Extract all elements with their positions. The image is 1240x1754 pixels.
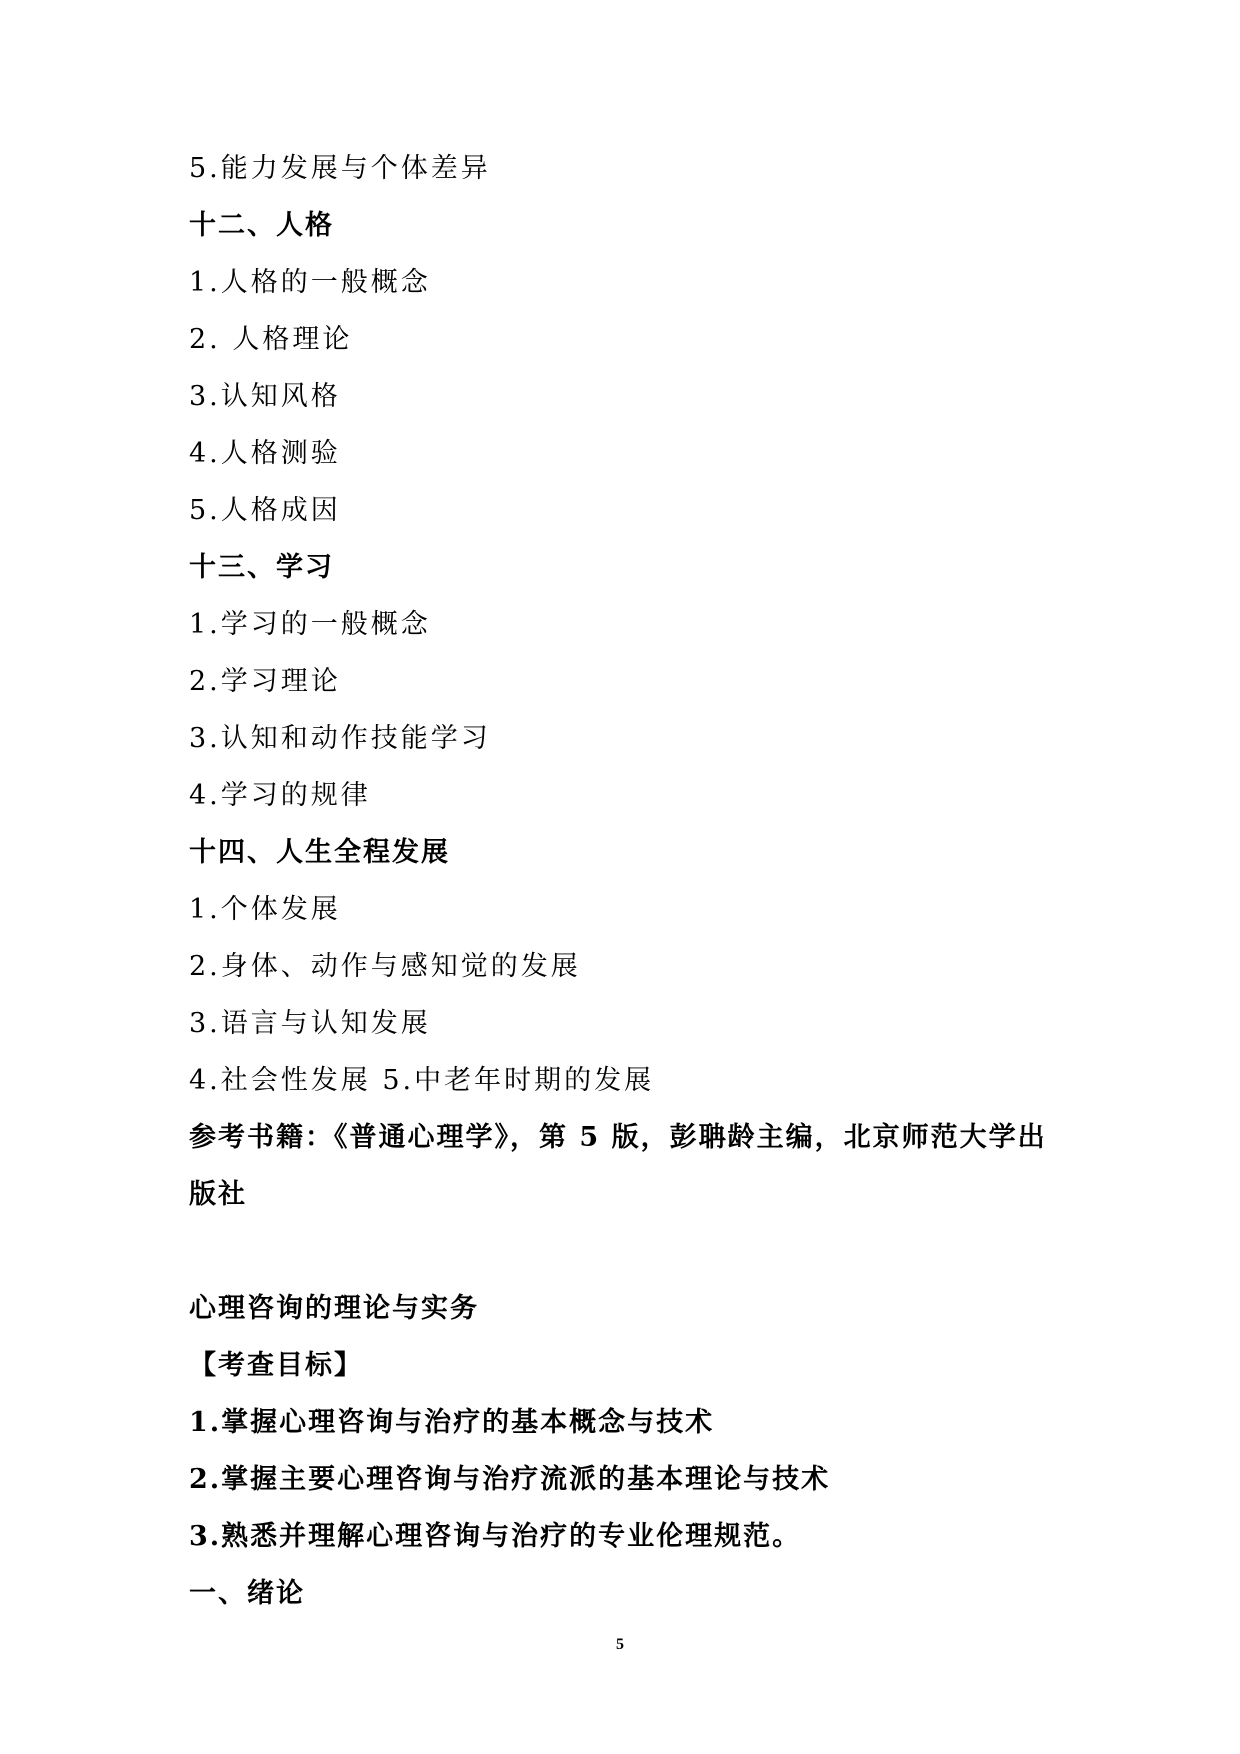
page-number: 5: [616, 1636, 624, 1653]
list-item: 4.学习的规律: [189, 780, 371, 811]
section-heading-lifespan: 十四、人生全程发展: [189, 837, 450, 868]
list-item: 5.人格成因: [189, 495, 341, 526]
list-item: 1.人格的一般概念: [189, 267, 431, 298]
list-item: 2. 人格理论: [189, 324, 353, 355]
list-item: 1.学习的一般概念: [189, 609, 431, 640]
section-heading-introduction: 一、绪论: [189, 1578, 305, 1609]
list-item: 1.个体发展: [189, 894, 341, 925]
list-item: 3.认知风格: [189, 381, 341, 412]
list-item: 2.身体、动作与感知觉的发展: [189, 951, 581, 982]
page-content: [189, 140, 1069, 1622]
objectives-heading: 【考查目标】: [189, 1350, 363, 1381]
list-item: 2.学习理论: [189, 666, 341, 697]
section-heading-personality: 十二、人格: [189, 210, 334, 241]
spacer: [189, 1223, 1069, 1280]
list-item: 4.人格测验: [189, 438, 341, 469]
list-item: 4.社会性发展 5.中老年时期的发展: [189, 1065, 655, 1096]
objective-item: 1.掌握心理咨询与治疗的基本概念与技术: [189, 1407, 715, 1438]
section-heading-learning: 十三、学习: [189, 552, 334, 583]
objective-item: 3.熟悉并理解心理咨询与治疗的专业伦理规范。: [189, 1521, 802, 1552]
course-title: 心理咨询的理论与实务: [189, 1293, 479, 1324]
list-item: 5.能力发展与个体差异: [189, 153, 491, 184]
objective-item: 2.掌握主要心理咨询与治疗流派的基本理论与技术: [189, 1464, 831, 1495]
list-item: 3.语言与认知发展: [189, 1008, 431, 1039]
list-item: 3.认知和动作技能学习: [189, 723, 491, 754]
reference-books: 参考书籍：《普通心理学》，第 5 版，彭聃龄主编，北京师范大学出版社: [189, 1122, 1047, 1210]
